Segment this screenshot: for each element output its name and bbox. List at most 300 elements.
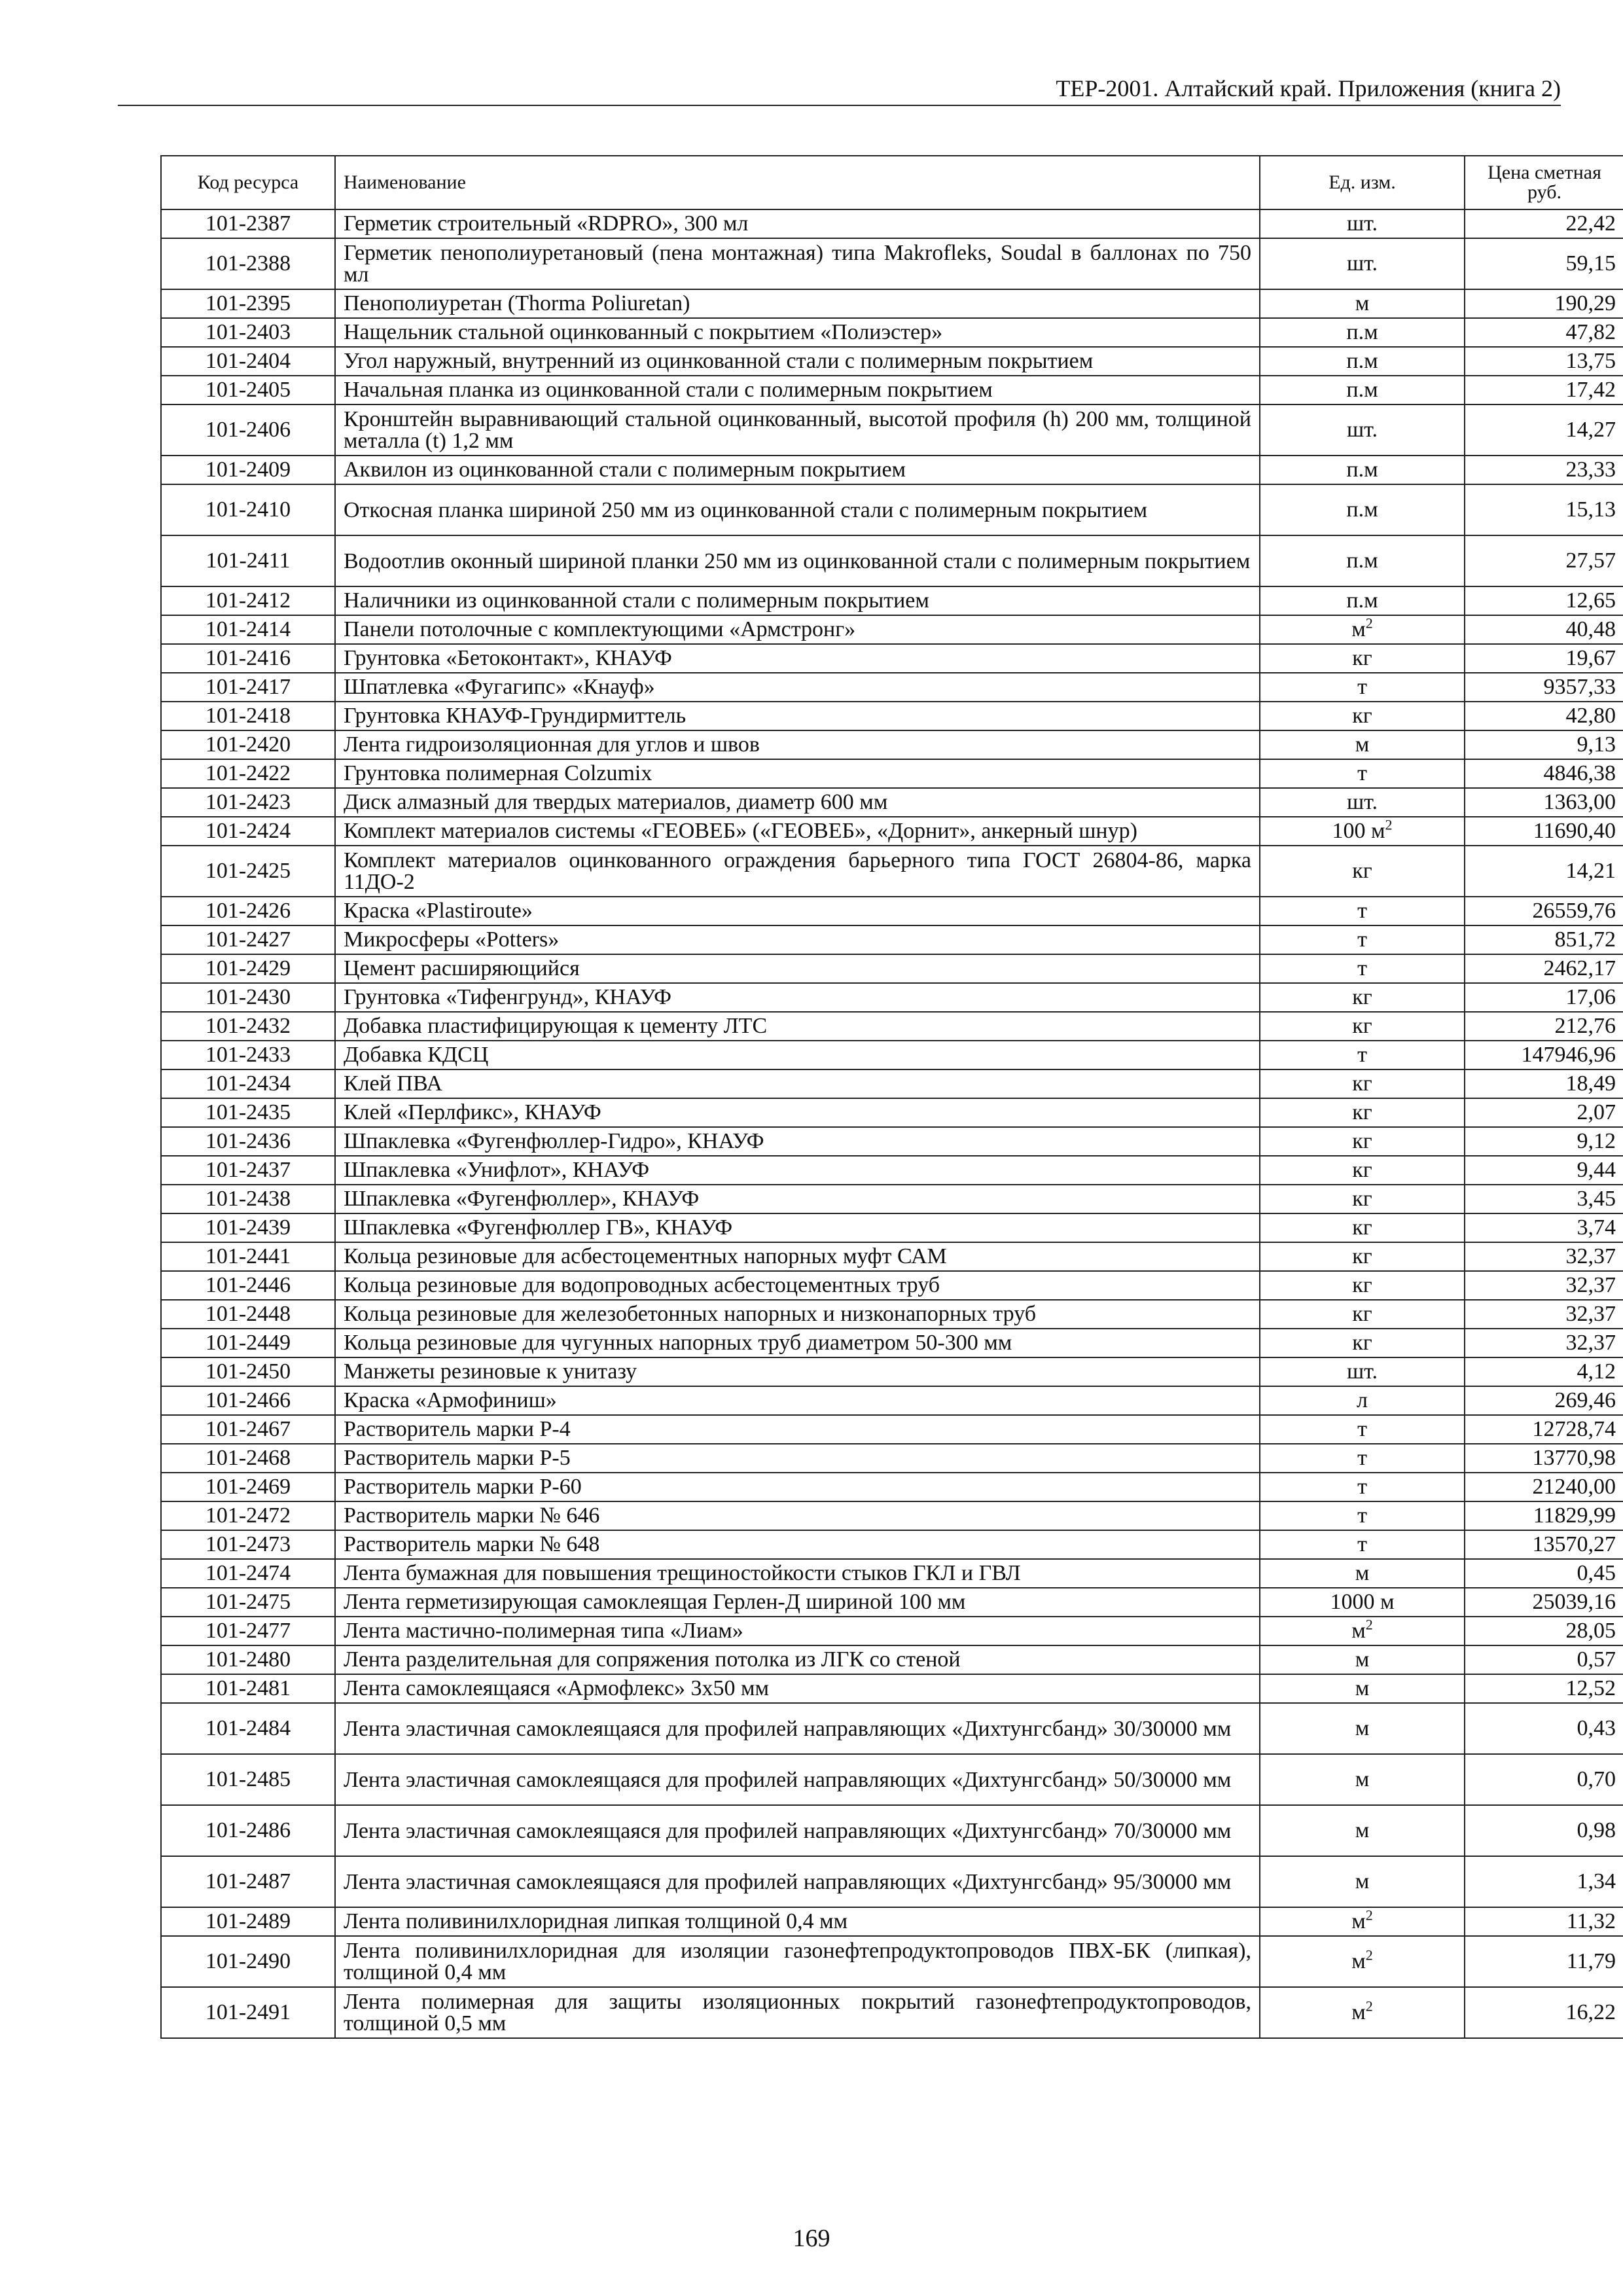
table-row — [161, 1012, 1623, 1041]
resource-name-text: Манжеты резиновые к унитазу — [344, 1359, 637, 1384]
price-text: 4846,38 — [1543, 761, 1616, 785]
resource-code-text: 101-2424 — [205, 819, 291, 843]
resource-name-text: Герметик строительный «RDPRO», 300 мл — [344, 211, 749, 236]
resource-code-text: 101-2450 — [205, 1359, 291, 1384]
unit-text: т — [1357, 1446, 1367, 1470]
table-row — [161, 954, 1623, 983]
resource-code-text: 101-2484 — [205, 1716, 291, 1740]
table-row — [161, 817, 1623, 846]
resource-name-cell — [335, 1754, 1260, 1805]
table-row — [161, 615, 1623, 644]
unit-text: т — [1357, 675, 1367, 699]
resource-name-text: Лента герметизирующая самоклеящая Герлен-Д шириной 100 мм — [344, 1590, 966, 1614]
resource-code-cell — [161, 1271, 335, 1300]
resource-code-cell — [161, 376, 335, 404]
resource-name-text: Комплект материалов системы «ГЕОВЕБ» («ГЕОВЕБ», «Дорнит», анкерный шнур) — [344, 819, 1137, 843]
table-row — [161, 1754, 1623, 1805]
price-cell — [1465, 484, 1623, 535]
unit-text: м — [1355, 291, 1370, 315]
resource-code-text: 101-2411 — [205, 548, 291, 573]
resource-code-cell — [161, 1069, 335, 1098]
unit-text: м — [1351, 1949, 1366, 1973]
price-cell — [1465, 1012, 1623, 1041]
price-cell — [1465, 817, 1623, 846]
table-row — [161, 1242, 1623, 1271]
resource-code-cell — [161, 846, 335, 897]
unit-text: шт. — [1347, 1359, 1378, 1384]
unit-cell — [1260, 376, 1465, 404]
unit-cell — [1260, 1329, 1465, 1357]
unit-text: т — [1357, 1475, 1367, 1499]
resource-code-text: 101-2403 — [205, 320, 291, 344]
table-row — [161, 1069, 1623, 1098]
resource-name-cell — [335, 404, 1260, 456]
price-text: 3,45 — [1577, 1187, 1616, 1211]
resource-code-text: 101-2433 — [205, 1043, 291, 1067]
resource-price-table — [160, 155, 1623, 2039]
resource-code-cell — [161, 730, 335, 759]
price-text: 1363,00 — [1543, 790, 1616, 814]
column-header-name: Наименование — [335, 156, 1260, 209]
resource-name-cell — [335, 1069, 1260, 1098]
price-cell — [1465, 1907, 1623, 1936]
table-row — [161, 1415, 1623, 1444]
resource-name-cell — [335, 702, 1260, 730]
price-cell — [1465, 1703, 1623, 1754]
unit-cell — [1260, 673, 1465, 702]
price-cell — [1465, 1530, 1623, 1559]
resource-code-text: 101-2448 — [205, 1302, 291, 1326]
resource-code-text: 101-2446 — [205, 1273, 291, 1297]
table-row — [161, 1907, 1623, 1936]
price-text: 14,21 — [1565, 859, 1616, 883]
resource-name-cell — [335, 983, 1260, 1012]
resource-code-cell — [161, 615, 335, 644]
resource-name-cell — [335, 1987, 1260, 2038]
unit-text: т — [1357, 1532, 1367, 1556]
table-row — [161, 1300, 1623, 1329]
resource-code-text: 101-2420 — [205, 732, 291, 757]
resource-code-text: 101-2427 — [205, 927, 291, 952]
resource-name-cell — [335, 1300, 1260, 1329]
price-cell — [1465, 238, 1623, 289]
resource-code-text: 101-2404 — [205, 349, 291, 373]
resource-name-cell — [335, 456, 1260, 484]
unit-cell — [1260, 1415, 1465, 1444]
price-text: 18,49 — [1565, 1071, 1616, 1096]
table-row — [161, 404, 1623, 456]
resource-code-text: 101-2412 — [205, 588, 291, 613]
price-text: 16,22 — [1565, 2000, 1616, 2024]
price-text: 32,37 — [1565, 1273, 1616, 1297]
resource-code-cell — [161, 1213, 335, 1242]
resource-name-cell — [335, 1473, 1260, 1501]
unit-cell — [1260, 1473, 1465, 1501]
price-text: 22,42 — [1565, 211, 1616, 236]
resource-name-cell — [335, 1415, 1260, 1444]
unit-text: м — [1355, 1767, 1370, 1791]
unit-text: шт. — [1347, 418, 1378, 442]
price-text: 23,33 — [1565, 457, 1616, 482]
unit-text: п.м — [1346, 548, 1378, 573]
price-cell — [1465, 1559, 1623, 1588]
unit-cell — [1260, 318, 1465, 347]
price-text: 13,75 — [1565, 349, 1616, 373]
column-header-unit: Ед. изм. — [1260, 156, 1465, 209]
resource-code-cell — [161, 1473, 335, 1501]
resource-code-cell — [161, 318, 335, 347]
unit-cell — [1260, 586, 1465, 615]
resource-code-text: 101-2410 — [205, 497, 291, 522]
resource-name-cell — [335, 925, 1260, 954]
resource-name-text: Водоотлив оконный шириной планки 250 мм из оцинкованной стали с полимерным покрытием — [344, 548, 1251, 573]
table-row — [161, 1936, 1623, 1987]
resource-code-cell — [161, 1386, 335, 1415]
table-row — [161, 1271, 1623, 1300]
resource-name-text: Лента полимерная для защиты изоляционных покрытий газонефтепродуктопроводов, толщиной 0,5 мм — [344, 1990, 1251, 2036]
resource-name-cell — [335, 673, 1260, 702]
resource-name-cell — [335, 1703, 1260, 1754]
unit-cell — [1260, 644, 1465, 673]
unit-text: кг — [1352, 1158, 1372, 1182]
unit-cell — [1260, 1674, 1465, 1703]
resource-code-cell — [161, 238, 335, 289]
unit-superscript: 2 — [1365, 615, 1373, 632]
resource-name-text: Лента эластичная самоклеящаяся для профилей направляющих «Дихтунгсбанд» 50/30000 мм — [344, 1767, 1232, 1792]
price-cell — [1465, 954, 1623, 983]
table-row — [161, 897, 1623, 925]
unit-text: шт. — [1347, 790, 1378, 814]
unit-cell — [1260, 846, 1465, 897]
price-cell — [1465, 1156, 1623, 1185]
resource-code-cell — [161, 897, 335, 925]
table-row — [161, 1444, 1623, 1473]
unit-text: кг — [1352, 1273, 1372, 1297]
unit-text: шт. — [1347, 251, 1378, 276]
resource-name-text: Комплект материалов оцинкованного ограждения барьерного типа ГОСТ 26804-86, марка 11ДО-2 — [344, 848, 1251, 894]
price-text: 32,37 — [1565, 1302, 1616, 1326]
resource-name-text: Лента бумажная для повышения трещиностойкости стыков ГКЛ и ГВЛ — [344, 1561, 1021, 1585]
price-text: 47,82 — [1565, 320, 1616, 344]
resource-name-text: Кольца резиновые для железобетонных напорных и низконапорных труб — [344, 1302, 1037, 1326]
unit-cell — [1260, 1805, 1465, 1856]
unit-cell — [1260, 788, 1465, 817]
column-header-code: Код ресурса — [161, 156, 335, 209]
resource-code-text: 101-2439 — [205, 1215, 291, 1240]
resource-name-cell — [335, 1127, 1260, 1156]
price-cell — [1465, 1674, 1623, 1703]
price-text: 13570,27 — [1532, 1532, 1616, 1556]
resource-name-cell — [335, 535, 1260, 586]
resource-code-cell — [161, 1674, 335, 1703]
table-row — [161, 759, 1623, 788]
resource-name-cell — [335, 954, 1260, 983]
price-cell — [1465, 586, 1623, 615]
resource-name-cell — [335, 318, 1260, 347]
price-cell — [1465, 897, 1623, 925]
resource-code-text: 101-2395 — [205, 291, 291, 315]
unit-text: т — [1357, 956, 1367, 980]
resource-code-text: 101-2487 — [205, 1869, 291, 1893]
unit-cell — [1260, 1242, 1465, 1271]
unit-cell — [1260, 1041, 1465, 1069]
unit-text: п.м — [1346, 378, 1378, 402]
resource-code-cell — [161, 817, 335, 846]
price-text: 0,57 — [1577, 1647, 1616, 1672]
table-row — [161, 788, 1623, 817]
unit-text: кг — [1352, 704, 1372, 728]
table-row — [161, 1588, 1623, 1617]
resource-name-text: Лента поливинилхлоридная липкая толщиной 0,4 мм — [344, 1909, 848, 1933]
resource-code-cell — [161, 1415, 335, 1444]
table-row — [161, 456, 1623, 484]
price-text: 147946,96 — [1521, 1043, 1616, 1067]
price-cell — [1465, 404, 1623, 456]
resource-code-cell — [161, 209, 335, 238]
price-text: 212,76 — [1554, 1014, 1616, 1038]
resource-code-text: 101-2435 — [205, 1100, 291, 1124]
price-text: 27,57 — [1565, 548, 1616, 573]
price-cell — [1465, 983, 1623, 1012]
resource-code-text: 101-2414 — [205, 617, 291, 641]
unit-cell — [1260, 983, 1465, 1012]
price-text: 13770,98 — [1532, 1446, 1616, 1470]
resource-code-text: 101-2422 — [205, 761, 291, 785]
unit-cell — [1260, 897, 1465, 925]
table-body — [161, 209, 1623, 2038]
resource-name-text: Аквилон из оцинкованной стали с полимерным покрытием — [344, 457, 906, 482]
column-header-price: Цена сметная руб. — [1465, 156, 1623, 209]
table-row — [161, 1987, 1623, 2038]
unit-text: кг — [1352, 1244, 1372, 1268]
price-text: 9,12 — [1577, 1129, 1616, 1153]
unit-cell — [1260, 817, 1465, 846]
resource-name-text: Шпаклевка «Унифлот», КНАУФ — [344, 1158, 650, 1182]
unit-cell — [1260, 1559, 1465, 1588]
unit-text: м — [1351, 617, 1366, 641]
resource-code-text: 101-2485 — [205, 1767, 291, 1791]
unit-text: т — [1357, 899, 1367, 923]
unit-superscript: 2 — [1365, 1907, 1373, 1924]
price-cell — [1465, 1185, 1623, 1213]
resource-name-text: Грунтовка полимерная Colzumix — [344, 761, 652, 785]
resource-code-cell — [161, 1805, 335, 1856]
price-cell — [1465, 788, 1623, 817]
resource-name-cell — [335, 817, 1260, 846]
price-text: 12,52 — [1565, 1676, 1616, 1700]
unit-text: кг — [1352, 1071, 1372, 1096]
price-cell — [1465, 347, 1623, 376]
resource-code-text: 101-2477 — [205, 1619, 291, 1643]
resource-code-text: 101-2387 — [205, 211, 291, 236]
table-row — [161, 347, 1623, 376]
resource-code-cell — [161, 1907, 335, 1936]
resource-code-text: 101-2417 — [205, 675, 291, 699]
price-cell — [1465, 535, 1623, 586]
resource-name-text: Грунтовка «Тифенгрунд», КНАУФ — [344, 985, 671, 1009]
table-row — [161, 318, 1623, 347]
unit-text: п.м — [1346, 320, 1378, 344]
resource-code-cell — [161, 1987, 335, 2038]
unit-cell — [1260, 1754, 1465, 1805]
resource-code-cell — [161, 644, 335, 673]
resource-name-cell — [335, 615, 1260, 644]
resource-code-text: 101-2429 — [205, 956, 291, 980]
resource-code-cell — [161, 1936, 335, 1987]
unit-cell — [1260, 1907, 1465, 1936]
resource-code-cell — [161, 1754, 335, 1805]
price-text: 12728,74 — [1532, 1417, 1616, 1441]
resource-code-cell — [161, 1041, 335, 1069]
resource-code-text: 101-2438 — [205, 1187, 291, 1211]
unit-text: л — [1357, 1388, 1368, 1412]
price-text: 14,27 — [1565, 418, 1616, 442]
table-row — [161, 702, 1623, 730]
unit-cell — [1260, 1703, 1465, 1754]
page-number: 169 — [793, 2225, 830, 2252]
price-cell — [1465, 289, 1623, 318]
price-text: 9,44 — [1577, 1158, 1616, 1182]
resource-code-cell — [161, 1242, 335, 1271]
resource-name-text: Растворитель марки Р-5 — [344, 1446, 571, 1470]
price-cell — [1465, 615, 1623, 644]
resource-code-cell — [161, 954, 335, 983]
resource-name-text: Клей ПВА — [344, 1071, 443, 1096]
resource-name-cell — [335, 730, 1260, 759]
unit-text: кг — [1352, 1302, 1372, 1326]
resource-name-cell — [335, 1674, 1260, 1703]
resource-code-cell — [161, 347, 335, 376]
unit-cell — [1260, 404, 1465, 456]
price-cell — [1465, 1242, 1623, 1271]
price-cell — [1465, 1645, 1623, 1674]
resource-name-cell — [335, 1617, 1260, 1645]
unit-cell — [1260, 702, 1465, 730]
price-text: 9357,33 — [1543, 675, 1616, 699]
unit-text: м — [1351, 1909, 1366, 1933]
unit-cell — [1260, 456, 1465, 484]
resource-name-cell — [335, 1242, 1260, 1271]
resource-name-text: Растворитель марки Р-4 — [344, 1417, 571, 1441]
price-cell — [1465, 1588, 1623, 1617]
resource-code-cell — [161, 1098, 335, 1127]
resource-name-cell — [335, 1559, 1260, 1588]
resource-code-text: 101-2436 — [205, 1129, 291, 1153]
unit-text: т — [1357, 761, 1367, 785]
price-cell — [1465, 1754, 1623, 1805]
unit-cell — [1260, 1530, 1465, 1559]
resource-name-text: Лента самоклеящаяся «Армофлекс» 3х50 мм — [344, 1676, 770, 1700]
resource-name-cell — [335, 1185, 1260, 1213]
price-cell — [1465, 1444, 1623, 1473]
unit-cell — [1260, 1987, 1465, 2038]
resource-name-text: Начальная планка из оцинкованной стали с полимерным покрытием — [344, 378, 993, 402]
table-row — [161, 1213, 1623, 1242]
price-cell — [1465, 730, 1623, 759]
resource-name-text: Кронштейн выравнивающий стальной оцинкованный, высотой профиля (h) 200 мм, толщиной металла (t) 1,2 мм — [344, 407, 1251, 453]
unit-superscript: 2 — [1365, 1946, 1373, 1964]
price-text: 15,13 — [1565, 497, 1616, 522]
resource-name-text: Кольца резиновые для чугунных напорных труб диаметром 50-300 мм — [344, 1331, 1012, 1355]
table-row — [161, 1041, 1623, 1069]
table-row — [161, 209, 1623, 238]
resource-code-cell — [161, 925, 335, 954]
price-text: 4,12 — [1577, 1359, 1616, 1384]
unit-cell — [1260, 1213, 1465, 1242]
unit-superscript: 2 — [1365, 1616, 1373, 1633]
table-row — [161, 1856, 1623, 1907]
unit-text: 100 м — [1332, 819, 1385, 843]
unit-text: т — [1357, 927, 1367, 952]
resource-code-text: 101-2481 — [205, 1676, 291, 1700]
resource-code-cell — [161, 1329, 335, 1357]
resource-name-text: Краска «Армофиниш» — [344, 1388, 557, 1412]
unit-text: т — [1357, 1043, 1367, 1067]
resource-code-cell — [161, 1856, 335, 1907]
unit-cell — [1260, 954, 1465, 983]
resource-name-text: Лента эластичная самоклеящаяся для профилей направляющих «Дихтунгсбанд» 70/30000 мм — [344, 1818, 1232, 1843]
resource-name-cell — [335, 1213, 1260, 1242]
resource-code-text: 101-2469 — [205, 1475, 291, 1499]
unit-text: кг — [1352, 985, 1372, 1009]
resource-name-cell — [335, 586, 1260, 615]
unit-cell — [1260, 1444, 1465, 1473]
unit-text: м — [1355, 1869, 1370, 1893]
price-text: 17,06 — [1565, 985, 1616, 1009]
unit-cell — [1260, 1936, 1465, 1987]
resource-name-cell — [335, 846, 1260, 897]
table-row — [161, 1329, 1623, 1357]
resource-code-text: 101-2418 — [205, 704, 291, 728]
resource-name-text: Шпаклевка «Фугенфюллер», КНАУФ — [344, 1187, 700, 1211]
price-text: 11690,40 — [1533, 819, 1616, 843]
resource-code-text: 101-2473 — [205, 1532, 291, 1556]
resource-code-text: 101-2474 — [205, 1561, 291, 1585]
table-row — [161, 1473, 1623, 1501]
resource-name-text: Лента мастично-полимерная типа «Лиам» — [344, 1619, 743, 1643]
resource-code-text: 101-2388 — [205, 251, 291, 276]
table-header-row — [161, 156, 1623, 209]
table-row — [161, 1156, 1623, 1185]
resource-name-text: Лента эластичная самоклеящаяся для профилей направляющих «Дихтунгсбанд» 95/30000 мм — [344, 1869, 1232, 1894]
resource-name-cell — [335, 1805, 1260, 1856]
resource-name-cell — [335, 759, 1260, 788]
resource-code-cell — [161, 586, 335, 615]
resource-code-text: 101-2441 — [205, 1244, 291, 1268]
resource-name-cell — [335, 1444, 1260, 1473]
price-cell — [1465, 1856, 1623, 1907]
table-row — [161, 535, 1623, 586]
unit-text: м — [1355, 1676, 1370, 1700]
unit-cell — [1260, 1271, 1465, 1300]
resource-name-text: Шпаклевка «Фугенфюллер-Гидро», КНАУФ — [344, 1129, 764, 1153]
resource-code-cell — [161, 535, 335, 586]
resource-code-cell — [161, 1530, 335, 1559]
unit-cell — [1260, 209, 1465, 238]
resource-name-text: Лента эластичная самоклеящаяся для профилей направляющих «Дихтунгсбанд» 30/30000 мм — [344, 1716, 1232, 1741]
price-cell — [1465, 759, 1623, 788]
table-row — [161, 1805, 1623, 1856]
price-cell — [1465, 1098, 1623, 1127]
resource-code-cell — [161, 289, 335, 318]
unit-text: кг — [1352, 1129, 1372, 1153]
resource-code-cell — [161, 1444, 335, 1473]
price-cell — [1465, 376, 1623, 404]
unit-cell — [1260, 1386, 1465, 1415]
table-row — [161, 1530, 1623, 1559]
price-cell — [1465, 1501, 1623, 1530]
unit-text: п.м — [1346, 497, 1378, 522]
